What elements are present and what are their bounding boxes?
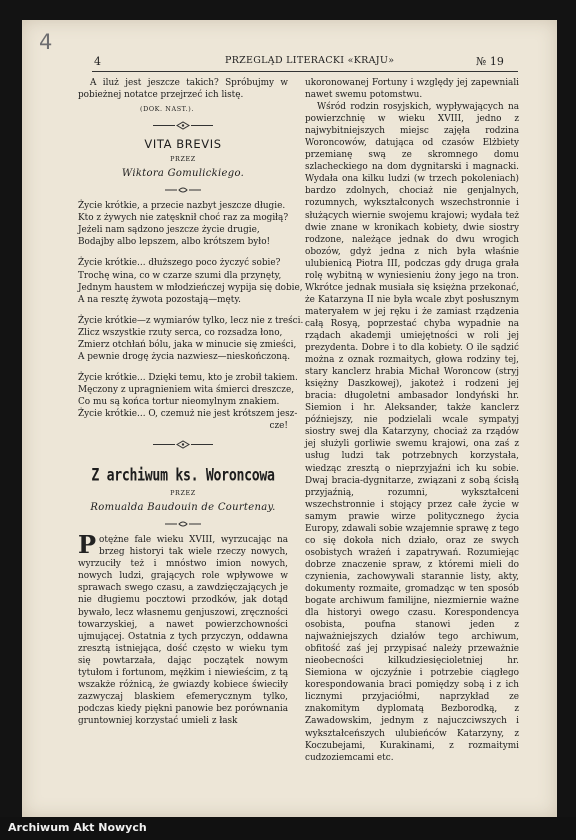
right-column — [305, 77, 519, 764]
poem-line: Życie krótkie... O, czemuż nie jest krótszem jesz- — [78, 408, 298, 419]
poem-line: A na resztę żywota pozostają—męty. — [78, 294, 241, 305]
article-byline-przez: PRZEZ — [170, 489, 196, 498]
poem-byline-przez: PRZEZ — [170, 155, 196, 164]
poem-line: Zlicz wszystkie rzuty serca, co rozsadza łono, — [78, 327, 283, 338]
running-title: PRZEGLĄD LITERACKI «KRAJU» — [225, 55, 395, 66]
archive-footer — [0, 817, 576, 840]
poem-body — [78, 200, 304, 432]
intro-paragraph: A iluż jest jeszcze takich? Spróbujmy w pobieżnej notatce przejrzeć ich listę. — [78, 78, 288, 101]
article-opening-paragraph — [78, 530, 288, 727]
poem-line: Życie krótkie—z wymiarów tylko, lecz nie z treści. — [78, 315, 304, 326]
ornament-divider-icon — [153, 440, 213, 449]
poem-line: Jednym haustem w młodzieńczej wypija się dobie, — [78, 282, 303, 293]
archive-label: Archiwum Akt Nowych — [8, 821, 147, 834]
woroncow-paragraph: Wśród rodzin rosyjskich, wypływających na powierzchnię w wieku XVIII, jedno z najwybitniejszych miejsc zajęła rodzina Woroncowów, datująca od czasów Elżbiety przemianę swą ze skromnego domu szlacheckiego na dom dygnitarski i magnacki. Wydała ona kilku ludzi (w trzech pokoleniach) bardzo zdolnych, chociaż nie genjalnych, rozumnych, wykształconych wszechstronnie i służących wiernie swojemu krajowi; wydała też dwie znane w kronikach kobiety, dwie siostry rodzone, należące jednak do dwu wrogich obozów, gdyż jedna z nich była właśnie ulubienicą Piotra III, podczas gdy druga grała rolę wybitną w wyniesieniu żony jego na tron. Wkrótce jednak musiała się księżna przekonać, że Katarzyna II nie była wcale zbyt posłusznym materyałem w jej ręku i że zamiast rządzenia całą Rosyą, poprzestać chyba wypadnie na rządach akademji umiejętności w roli jej prezydenta. Dobre i to dla kobiety. O ile sądzić można z oznak rozmaitych, głowa rodziny tej, stary kanclerz hrabia Michał Woroncow (stryj księżny Daszkowej), jakoteż i rodzeni jej bracia: długoletni ambasador londyński hr. Siemion i hr. Aleksander, także kanclerz późniejszy, nie podzielali wcale sympatyj siostry swej dla Katarzyny, chociaż za rządów jej służyli gorliwie swemu krajowi, ona zaś z usług ludzi tak potrzebnych korzystała, wiedząc zresztą o nieprzyjaźni ich ku sobie. Dwaj bracia-dygnitarze, związani z sobą ścisłą przyjaźnią, rozumni, wykształceni wszechstronnie i stojący przez całe życie w samym prawie wirze politycznego życia Europy, zdawali sobie wzajemnie sprawę z tego co się dokoła nich działo, oraz ze swych osobistych wrażeń i zapatrywań. Rozumiejąc dobrze znaczenie spraw, z któremi mieli do czynienia, zachowywali starannie listy, akty, dokumenty rozmaite, gromadząc w ten sposób bogate archiwum familijne, niezmiernie ważne dla historyi owego czasu. Korespondencya osobista, poufna stanowi jeden z najważniejszych działów tego archiwum, obfitość zaś jej przypisać należy przeważnie nieobecności kilkudziesięcioletniej hr. Siemiona w ojczyźnie i potrzebie ciągłego korespondowania braci pomiędzy sobą i z ich licznymi przyjaciółmi, naprzykład ze znakomitym dyplomatą Bezborodką, z Zawadowskim, jednym z najuczciwszych i wykształceńszych ulubieńców Katarzyny, z Koczubejami, Kurakinami, z rozmaitymi cudzoziemcami etc. — [305, 102, 519, 763]
small-ornament-icon — [165, 186, 201, 194]
poem-line: Kto z żywych nie zatęsknił choć raz za mogiłą? — [78, 213, 289, 224]
poem-author: Wiktora Gomulickiego. — [121, 168, 245, 180]
pencil-mark: 4 — [39, 30, 53, 54]
poem-title: VITA BREVIS — [144, 137, 222, 152]
poem-line: Co mu są końca tortur nieomylnym znakiem. — [78, 396, 280, 407]
page-number: 4 — [94, 55, 101, 68]
poem-line: Trochę wina, co w czarze szumi dla przynęty, — [78, 270, 282, 281]
left-column — [78, 77, 304, 727]
poem-line: cze! — [269, 421, 288, 432]
poem-line: Zmierz otchłań bólu, jaka w minucie się zmieści, — [78, 339, 297, 350]
issue-number: № 19 — [476, 55, 504, 68]
poem-line: Jeżeli nam sądzono jeszcze życie drugie, — [78, 225, 260, 236]
small-ornament-icon — [165, 520, 201, 528]
article-title: Z archiwum ks. Woroncowa — [91, 467, 275, 486]
article-author: Romualda Baudouin de Courtenay. — [90, 502, 276, 514]
poem-line: A pewnie drogę życia nazwiesz—nieskończoną. — [78, 351, 291, 362]
intro-signature: (DOK. NAST.). — [140, 105, 194, 114]
poem-line: Życie krótkie, a przecie nazbyt jeszcze długie. — [78, 201, 286, 212]
continuation-paragraph: ukoronowanej Fortuny i względy jej zapewniali nawet swemu potomstwu. — [305, 78, 519, 101]
poem-line: Bodajby albo lepszem, albo krótszem było! — [78, 237, 271, 248]
poem-line: Męczony z upragnieniem wita śmierci dreszcze, — [78, 384, 295, 395]
poem-line: Życie krótkie... dłuższego poco życzyć sobie? — [78, 258, 281, 269]
header-rule — [92, 71, 518, 72]
ornament-divider-icon — [153, 121, 213, 130]
article-text: otężne fale wieku XVIII, wyrzucając na brzeg historyi tak wiele rzeczy nowych, wyrzuciły też i mnóstwo imion nowych, nowych ludzi, grających role wpływowe w sprawach swego czasu, a zawdzięczających je nie długiemu pocztowi przodków, jak dotąd bywało, lecz własnemu genjuszowi, zręczności towarzyskiej, a nawet powierzchowności ujmującej. Ostatnia z tych przyczyn, oddawna zresztą istniejąca, dość często w wieku tym się powtarzała, dając początek nowym tytułom i fortunom, mężkim i niewieścim, z tą wszakże różnicą, że gwiazdy kobiece świeciły zazwyczaj blaskiem efemerycznym tylko, podczas kiedy piękni panowie bez porównania gruntowniej korzystać umieli z łask — [78, 535, 288, 726]
poem-line: Życie krótkie... Dzięki temu, kto je zrobił takiem. — [78, 372, 298, 383]
drop-cap: P — [78, 530, 97, 560]
